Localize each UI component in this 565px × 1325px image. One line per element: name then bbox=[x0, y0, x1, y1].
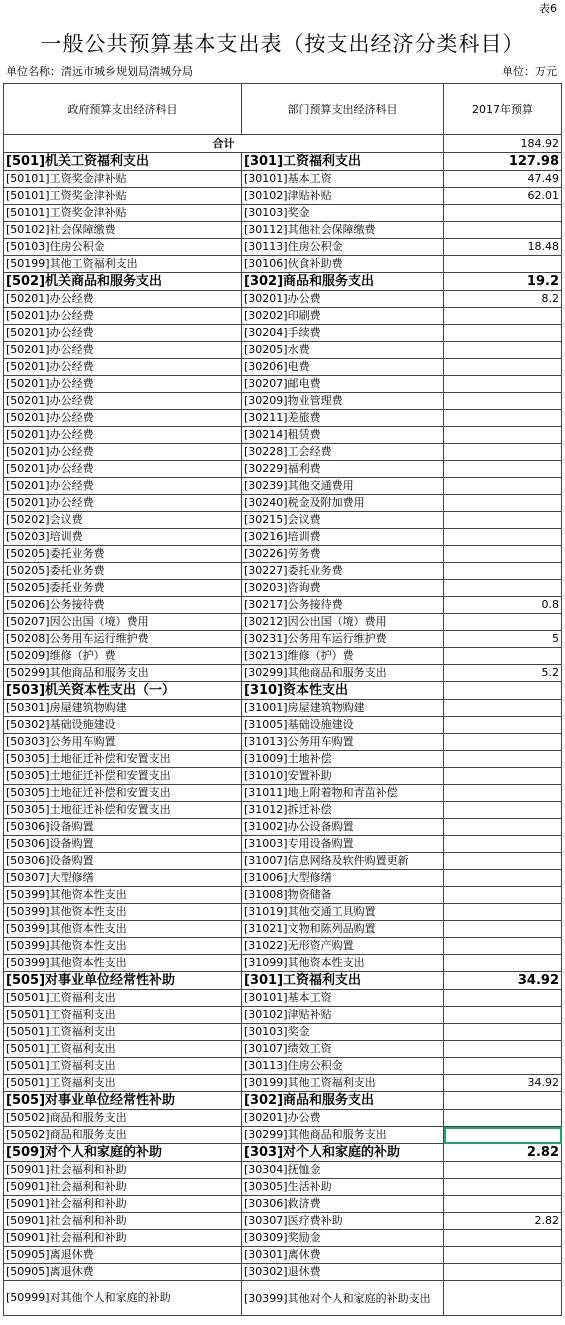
dept-subject-cell[interactable]: [30102]津贴补贴 bbox=[242, 1007, 444, 1024]
budget-cell[interactable] bbox=[444, 802, 562, 819]
budget-cell[interactable] bbox=[444, 325, 562, 342]
table-row bbox=[4, 512, 562, 529]
dept-subject-cell[interactable]: [31022]无形资产购置 bbox=[242, 938, 444, 955]
budget-cell[interactable] bbox=[444, 1230, 562, 1247]
table-row bbox=[4, 836, 562, 853]
budget-cell[interactable] bbox=[444, 887, 562, 904]
dept-subject-cell[interactable]: [30211]差旅费 bbox=[242, 410, 444, 427]
gov-subject-cell[interactable]: [50303]公务用车购置 bbox=[4, 734, 242, 751]
budget-cell[interactable] bbox=[444, 836, 562, 853]
gov-subject-cell[interactable]: [50501]工资福利支出 bbox=[4, 990, 242, 1007]
budget-cell[interactable] bbox=[444, 1127, 562, 1144]
table-row bbox=[4, 188, 562, 205]
budget-cell[interactable]: 8.2 bbox=[444, 291, 562, 308]
gov-subject-cell[interactable]: [50305]土地征迁补偿和安置支出 bbox=[4, 802, 242, 819]
table-row bbox=[4, 1007, 562, 1024]
dept-subject-cell[interactable]: [31006]大型修缮 bbox=[242, 870, 444, 887]
dept-subject-cell[interactable]: [301]工资福利支出 bbox=[242, 153, 444, 171]
dept-subject-cell[interactable]: [30112]其他社会保障缴费 bbox=[242, 222, 444, 239]
dept-subject-cell[interactable]: [303]对个人和家庭的补助 bbox=[242, 1144, 444, 1162]
gov-subject-cell[interactable]: [505]对事业单位经常性补助 bbox=[4, 1092, 242, 1110]
table-row bbox=[4, 1041, 562, 1058]
gov-subject-cell[interactable]: [50101]工资奖金津补贴 bbox=[4, 188, 242, 205]
budget-cell[interactable] bbox=[444, 359, 562, 376]
gov-subject-cell[interactable]: [50901]社会福利和补助 bbox=[4, 1230, 242, 1247]
table-row bbox=[4, 990, 562, 1007]
gov-subject-cell[interactable]: [509]对个人和家庭的补助 bbox=[4, 1144, 242, 1162]
table-row bbox=[4, 495, 562, 512]
dept-subject-cell[interactable]: [31012]拆迁补偿 bbox=[242, 802, 444, 819]
budget-cell[interactable]: 0.8 bbox=[444, 597, 562, 614]
gov-subject-cell[interactable]: [50502]商品和服务支出 bbox=[4, 1127, 242, 1144]
table-row bbox=[4, 921, 562, 938]
budget-cell[interactable] bbox=[444, 546, 562, 563]
group-row bbox=[4, 972, 562, 990]
gov-subject-cell[interactable]: [50399]其他资本性支出 bbox=[4, 887, 242, 904]
budget-cell[interactable] bbox=[444, 1247, 562, 1264]
dept-subject-cell[interactable]: [31011]地上附着物和青苗补偿 bbox=[242, 785, 444, 802]
table-row bbox=[4, 1196, 562, 1213]
table-row bbox=[4, 1058, 562, 1075]
dept-subject-cell[interactable]: [31009]土地补偿 bbox=[242, 751, 444, 768]
gov-subject-cell[interactable]: [50301]房屋建筑物购建 bbox=[4, 700, 242, 717]
budget-cell[interactable] bbox=[444, 1162, 562, 1179]
dept-subject-cell[interactable]: [30299]其他商品和服务支出 bbox=[242, 665, 444, 682]
table-row bbox=[4, 785, 562, 802]
table-row bbox=[4, 410, 562, 427]
gov-subject-cell[interactable]: [50102]社会保障缴费 bbox=[4, 222, 242, 239]
budget-cell[interactable] bbox=[444, 938, 562, 955]
budget-cell[interactable] bbox=[444, 410, 562, 427]
dept-subject-cell[interactable]: [301]工资福利支出 bbox=[242, 972, 444, 990]
dept-subject-cell[interactable]: [30204]手续费 bbox=[242, 325, 444, 342]
unit-name: 单位名称：清远市城乡规划局清城分局 bbox=[6, 65, 193, 78]
dept-subject-cell[interactable]: [31010]安置补助 bbox=[242, 768, 444, 785]
gov-subject-cell[interactable]: [50305]土地征迁补偿和安置支出 bbox=[4, 768, 242, 785]
dept-subject-cell[interactable]: [31008]物资储备 bbox=[242, 887, 444, 904]
table-row bbox=[4, 768, 562, 785]
gov-subject-cell[interactable]: [50901]社会福利和补助 bbox=[4, 1196, 242, 1213]
gov-subject-cell[interactable]: [50305]土地征迁补偿和安置支出 bbox=[4, 751, 242, 768]
total-value[interactable]: 184.92 bbox=[444, 135, 562, 153]
gov-subject-cell[interactable]: [50307]大型修缮 bbox=[4, 870, 242, 887]
table-row bbox=[4, 665, 562, 682]
table-row bbox=[4, 614, 562, 631]
budget-cell[interactable] bbox=[444, 427, 562, 444]
budget-cell[interactable] bbox=[444, 1110, 562, 1127]
dept-subject-cell[interactable]: [30299]其他商品和服务支出 bbox=[242, 1127, 444, 1144]
gov-subject-cell[interactable]: [505]对事业单位经常性补助 bbox=[4, 972, 242, 990]
dept-subject-cell[interactable]: [30113]住房公积金 bbox=[242, 239, 444, 256]
table-row bbox=[4, 239, 562, 256]
gov-subject-cell[interactable]: [50905]离退休费 bbox=[4, 1247, 242, 1264]
gov-subject-cell[interactable]: [50201]办公经费 bbox=[4, 478, 242, 495]
budget-cell[interactable] bbox=[444, 1007, 562, 1024]
dept-subject-cell[interactable]: [30214]租赁费 bbox=[242, 427, 444, 444]
table-row bbox=[4, 734, 562, 751]
dept-subject-cell[interactable]: [30229]福利费 bbox=[242, 461, 444, 478]
header-gov-subject[interactable]: 政府预算支出经济科目 bbox=[4, 84, 242, 135]
dept-subject-cell[interactable]: [30113]住房公积金 bbox=[242, 1058, 444, 1075]
dept-subject-cell[interactable]: [31013]公务用车购置 bbox=[242, 734, 444, 751]
gov-subject-cell[interactable]: [50306]设备购置 bbox=[4, 853, 242, 870]
gov-subject-cell[interactable]: [50101]工资奖金津补贴 bbox=[4, 171, 242, 188]
dept-subject-cell[interactable]: [30103]奖金 bbox=[242, 205, 444, 222]
gov-subject-cell[interactable]: [50501]工资福利支出 bbox=[4, 1041, 242, 1058]
dept-subject-cell[interactable]: [30106]伙食补助费 bbox=[242, 256, 444, 273]
table-row bbox=[4, 819, 562, 836]
gov-subject-cell[interactable]: [50399]其他资本性支出 bbox=[4, 938, 242, 955]
gov-subject-cell[interactable]: [50205]委托业务费 bbox=[4, 580, 242, 597]
budget-cell[interactable] bbox=[444, 495, 562, 512]
budget-cell[interactable] bbox=[444, 478, 562, 495]
table-row bbox=[4, 938, 562, 955]
table-row bbox=[4, 597, 562, 614]
table-row bbox=[4, 325, 562, 342]
table-row bbox=[4, 1024, 562, 1041]
header-dept-subject[interactable]: 部门预算支出经济科目 bbox=[242, 84, 444, 135]
dept-subject-cell[interactable]: [30227]委托业务费 bbox=[242, 563, 444, 580]
dept-subject-cell[interactable]: [31002]办公设备购置 bbox=[242, 819, 444, 836]
budget-cell[interactable] bbox=[444, 751, 562, 768]
gov-subject-cell[interactable]: [50306]设备购置 bbox=[4, 836, 242, 853]
table-row bbox=[4, 1281, 562, 1316]
gov-subject-cell[interactable]: [50207]因公出国（境）费用 bbox=[4, 614, 242, 631]
gov-subject-cell[interactable]: [50901]社会福利和补助 bbox=[4, 1162, 242, 1179]
gov-subject-cell[interactable]: [50306]设备购置 bbox=[4, 819, 242, 836]
table-row bbox=[4, 1230, 562, 1247]
table-row bbox=[4, 308, 562, 325]
gov-subject-cell[interactable]: [50905]离退休费 bbox=[4, 1264, 242, 1281]
dept-subject-cell[interactable]: [30302]退休费 bbox=[242, 1264, 444, 1281]
budget-cell[interactable]: 34.92 bbox=[444, 972, 562, 990]
budget-cell[interactable]: 2.82 bbox=[444, 1213, 562, 1230]
budget-cell[interactable] bbox=[444, 700, 562, 717]
budget-cell[interactable] bbox=[444, 1058, 562, 1075]
budget-cell[interactable] bbox=[444, 904, 562, 921]
table-row bbox=[4, 751, 562, 768]
gov-subject-cell[interactable]: [50299]其他商品和服务支出 bbox=[4, 665, 242, 682]
table-row bbox=[4, 631, 562, 648]
table-row bbox=[4, 1075, 562, 1092]
budget-cell[interactable] bbox=[444, 1281, 562, 1316]
dept-subject-cell[interactable]: [310]资本性支出 bbox=[242, 682, 444, 700]
budget-cell[interactable]: 127.98 bbox=[444, 153, 562, 171]
gov-subject-cell[interactable]: [50501]工资福利支出 bbox=[4, 1024, 242, 1041]
budget-cell[interactable] bbox=[444, 529, 562, 546]
gov-subject-cell[interactable]: [50201]办公经费 bbox=[4, 376, 242, 393]
dept-subject-cell[interactable]: [31001]房屋建筑物购建 bbox=[242, 700, 444, 717]
dept-subject-cell[interactable]: [30103]奖金 bbox=[242, 1024, 444, 1041]
dept-subject-cell[interactable]: [30205]水费 bbox=[242, 342, 444, 359]
dept-subject-cell[interactable]: [30206]电费 bbox=[242, 359, 444, 376]
dept-subject-cell[interactable]: [30213]维修（护）费 bbox=[242, 648, 444, 665]
table-row bbox=[4, 955, 562, 972]
gov-subject-cell[interactable]: [50201]办公经费 bbox=[4, 291, 242, 308]
sheet-tag: 表6 bbox=[539, 2, 557, 15]
gov-subject-cell[interactable]: [50201]办公经费 bbox=[4, 359, 242, 376]
table-row bbox=[4, 461, 562, 478]
gov-subject-cell[interactable]: [50208]公务用车运行维护费 bbox=[4, 631, 242, 648]
budget-cell[interactable] bbox=[444, 444, 562, 461]
dept-subject-cell[interactable]: [30101]基本工资 bbox=[242, 171, 444, 188]
group-row bbox=[4, 1092, 562, 1110]
budget-cell[interactable] bbox=[444, 563, 562, 580]
table-row bbox=[4, 717, 562, 734]
dept-subject-cell[interactable]: [30199]其他工资福利支出 bbox=[242, 1075, 444, 1092]
table-row bbox=[4, 1264, 562, 1281]
gov-subject-cell[interactable]: [50901]社会福利和补助 bbox=[4, 1213, 242, 1230]
dept-subject-cell[interactable]: [30212]因公出国（境）费用 bbox=[242, 614, 444, 631]
table-row bbox=[4, 700, 562, 717]
dept-subject-cell[interactable]: [30240]税金及附加费用 bbox=[242, 495, 444, 512]
dept-subject-cell[interactable]: [30226]劳务费 bbox=[242, 546, 444, 563]
dept-subject-cell[interactable]: [30305]生活补助 bbox=[242, 1179, 444, 1196]
dept-subject-cell[interactable]: [30203]咨询费 bbox=[242, 580, 444, 597]
gov-subject-cell[interactable]: [50305]土地征迁补偿和安置支出 bbox=[4, 785, 242, 802]
dept-subject-cell[interactable]: [30239]其他交通费用 bbox=[242, 478, 444, 495]
gov-subject-cell[interactable]: [50201]办公经费 bbox=[4, 461, 242, 478]
budget-cell[interactable] bbox=[444, 1179, 562, 1196]
budget-cell[interactable] bbox=[444, 393, 562, 410]
dept-subject-cell[interactable]: [30102]津贴补贴 bbox=[242, 188, 444, 205]
budget-cell[interactable]: 18.48 bbox=[444, 239, 562, 256]
gov-subject-cell[interactable]: [503]机关资本性支出（一） bbox=[4, 682, 242, 700]
table-row bbox=[4, 529, 562, 546]
budget-cell[interactable] bbox=[444, 648, 562, 665]
gov-subject-cell[interactable]: [50501]工资福利支出 bbox=[4, 1058, 242, 1075]
gov-subject-cell[interactable]: [50201]办公经费 bbox=[4, 427, 242, 444]
header-row bbox=[4, 84, 562, 135]
gov-subject-cell[interactable]: [50203]培训费 bbox=[4, 529, 242, 546]
gov-subject-cell[interactable]: [50202]会议费 bbox=[4, 512, 242, 529]
budget-cell[interactable]: 47.49 bbox=[444, 171, 562, 188]
budget-cell[interactable] bbox=[444, 205, 562, 222]
table-row bbox=[4, 342, 562, 359]
table-row bbox=[4, 1179, 562, 1196]
table-row bbox=[4, 1247, 562, 1264]
dept-subject-cell[interactable]: [30209]物业管理费 bbox=[242, 393, 444, 410]
dept-subject-cell[interactable]: [31003]专用设备购置 bbox=[242, 836, 444, 853]
dept-subject-cell[interactable]: [302]商品和服务支出 bbox=[242, 273, 444, 291]
table-row bbox=[4, 291, 562, 308]
budget-cell[interactable] bbox=[444, 461, 562, 478]
gov-subject-cell[interactable]: [50302]基础设施建设 bbox=[4, 717, 242, 734]
budget-cell[interactable]: 34.92 bbox=[444, 1075, 562, 1092]
gov-subject-cell[interactable]: [50501]工资福利支出 bbox=[4, 1075, 242, 1092]
gov-subject-cell[interactable]: [50201]办公经费 bbox=[4, 444, 242, 461]
budget-cell[interactable] bbox=[444, 734, 562, 751]
dept-subject-cell[interactable]: [30216]培训费 bbox=[242, 529, 444, 546]
table-row bbox=[4, 648, 562, 665]
dept-subject-cell[interactable]: [30231]公务用车运行维护费 bbox=[242, 631, 444, 648]
table-row bbox=[4, 1162, 562, 1179]
group-row bbox=[4, 273, 562, 291]
gov-subject-cell[interactable]: [50209]维修（护）费 bbox=[4, 648, 242, 665]
dept-subject-cell[interactable]: [31007]信息网络及软件购置更新 bbox=[242, 853, 444, 870]
gov-subject-cell[interactable]: [50201]办公经费 bbox=[4, 325, 242, 342]
dept-subject-cell[interactable]: [30228]工会经费 bbox=[242, 444, 444, 461]
table-row bbox=[4, 1127, 562, 1144]
table-row bbox=[4, 853, 562, 870]
budget-cell[interactable] bbox=[444, 614, 562, 631]
gov-subject-cell[interactable]: [50501]工资福利支出 bbox=[4, 1007, 242, 1024]
table-row bbox=[4, 887, 562, 904]
gov-subject-cell[interactable]: [501]机关工资福利支出 bbox=[4, 153, 242, 171]
table-row bbox=[4, 563, 562, 580]
dept-subject-cell[interactable]: [30307]医疗费补助 bbox=[242, 1213, 444, 1230]
dept-subject-cell[interactable]: [30309]奖励金 bbox=[242, 1230, 444, 1247]
dept-subject-cell[interactable]: [31005]基础设施建设 bbox=[242, 717, 444, 734]
dept-subject-cell[interactable]: [30107]绩效工资 bbox=[242, 1041, 444, 1058]
dept-subject-cell[interactable]: [30306]救济费 bbox=[242, 1196, 444, 1213]
total-label[interactable]: 合计 bbox=[4, 135, 444, 153]
currency-unit: 单位：万元 bbox=[502, 65, 557, 78]
gov-subject-cell[interactable]: [50502]商品和服务支出 bbox=[4, 1110, 242, 1127]
gov-subject-cell[interactable]: [50399]其他资本性支出 bbox=[4, 904, 242, 921]
table-row bbox=[4, 393, 562, 410]
table-row bbox=[4, 359, 562, 376]
gov-subject-cell[interactable]: [50201]办公经费 bbox=[4, 393, 242, 410]
budget-cell[interactable] bbox=[444, 1041, 562, 1058]
budget-cell[interactable] bbox=[444, 342, 562, 359]
dept-subject-cell[interactable]: [30399]其他对个人和家庭的补助支出 bbox=[242, 1281, 444, 1316]
header-budget-2017[interactable]: 2017年预算 bbox=[444, 84, 562, 135]
budget-cell[interactable]: 5.2 bbox=[444, 665, 562, 682]
gov-subject-cell[interactable]: [50399]其他资本性支出 bbox=[4, 921, 242, 938]
table-row bbox=[4, 205, 562, 222]
dept-subject-cell[interactable]: [30304]抚恤金 bbox=[242, 1162, 444, 1179]
budget-cell[interactable]: 19.2 bbox=[444, 273, 562, 291]
gov-subject-cell[interactable]: [50103]住房公积金 bbox=[4, 239, 242, 256]
gov-subject-cell[interactable]: [50201]办公经费 bbox=[4, 495, 242, 512]
dept-subject-cell[interactable]: [30217]公务接待费 bbox=[242, 597, 444, 614]
budget-cell[interactable] bbox=[444, 1196, 562, 1213]
budget-cell[interactable] bbox=[444, 222, 562, 239]
gov-subject-cell[interactable]: [50901]社会福利和补助 bbox=[4, 1179, 242, 1196]
dept-subject-cell[interactable]: [30201]办公费 bbox=[242, 291, 444, 308]
dept-subject-cell[interactable]: [31021]文物和陈列品购置 bbox=[242, 921, 444, 938]
budget-cell[interactable] bbox=[444, 819, 562, 836]
gov-subject-cell[interactable]: [50201]办公经费 bbox=[4, 342, 242, 359]
table-row bbox=[4, 376, 562, 393]
budget-cell[interactable] bbox=[444, 870, 562, 887]
group-row bbox=[4, 682, 562, 700]
budget-cell[interactable] bbox=[444, 1024, 562, 1041]
group-row bbox=[4, 153, 562, 171]
budget-cell[interactable] bbox=[444, 717, 562, 734]
gov-subject-cell[interactable]: [50199]其他工资福利支出 bbox=[4, 256, 242, 273]
dept-subject-cell[interactable]: [30202]印刷费 bbox=[242, 308, 444, 325]
gov-subject-cell[interactable]: [50201]办公经费 bbox=[4, 308, 242, 325]
table-row bbox=[4, 546, 562, 563]
dept-subject-cell[interactable]: [31099]其他资本性支出 bbox=[242, 955, 444, 972]
dept-subject-cell[interactable]: [30101]基本工资 bbox=[242, 990, 444, 1007]
gov-subject-cell[interactable]: [50205]委托业务费 bbox=[4, 563, 242, 580]
budget-cell[interactable] bbox=[444, 921, 562, 938]
budget-cell[interactable] bbox=[444, 853, 562, 870]
table-row bbox=[4, 802, 562, 819]
total-row bbox=[4, 135, 562, 153]
budget-cell[interactable] bbox=[444, 256, 562, 273]
gov-subject-cell[interactable]: [50999]对其他个人和家庭的补助 bbox=[4, 1281, 242, 1316]
budget-cell[interactable] bbox=[444, 682, 562, 700]
table-row bbox=[4, 478, 562, 495]
budget-cell[interactable]: 5 bbox=[444, 631, 562, 648]
gov-subject-cell[interactable]: [50205]委托业务费 bbox=[4, 546, 242, 563]
budget-cell[interactable]: 2.82 bbox=[444, 1144, 562, 1162]
dept-subject-cell[interactable]: [30207]邮电费 bbox=[242, 376, 444, 393]
dept-subject-cell[interactable]: [30201]办公费 bbox=[242, 1110, 444, 1127]
table-row bbox=[4, 1213, 562, 1230]
budget-cell[interactable] bbox=[444, 785, 562, 802]
table-row bbox=[4, 256, 562, 273]
table-row bbox=[4, 904, 562, 921]
group-row bbox=[4, 1144, 562, 1162]
budget-cell[interactable] bbox=[444, 1264, 562, 1281]
dept-subject-cell[interactable]: [30215]会议费 bbox=[242, 512, 444, 529]
gov-subject-cell[interactable]: [50201]办公经费 bbox=[4, 410, 242, 427]
dept-subject-cell[interactable]: [302]商品和服务支出 bbox=[242, 1092, 444, 1110]
budget-cell[interactable] bbox=[444, 580, 562, 597]
table-row bbox=[4, 427, 562, 444]
dept-subject-cell[interactable]: [31019]其他交通工具购置 bbox=[242, 904, 444, 921]
gov-subject-cell[interactable]: [502]机关商品和服务支出 bbox=[4, 273, 242, 291]
budget-cell[interactable]: 62.01 bbox=[444, 188, 562, 205]
gov-subject-cell[interactable]: [50101]工资奖金津补贴 bbox=[4, 205, 242, 222]
table-row bbox=[4, 222, 562, 239]
budget-cell[interactable] bbox=[444, 376, 562, 393]
table-row bbox=[4, 444, 562, 461]
table-row bbox=[4, 1110, 562, 1127]
budget-cell[interactable] bbox=[444, 990, 562, 1007]
table-row bbox=[4, 870, 562, 887]
budget-cell[interactable] bbox=[444, 1092, 562, 1110]
budget-cell[interactable] bbox=[444, 512, 562, 529]
budget-cell[interactable] bbox=[444, 308, 562, 325]
page-title: 一般公共预算基本支出表（按支出经济分类科目） bbox=[40, 32, 525, 56]
gov-subject-cell[interactable]: [50206]公务接待费 bbox=[4, 597, 242, 614]
budget-cell[interactable] bbox=[444, 955, 562, 972]
gov-subject-cell[interactable]: [50399]其他资本性支出 bbox=[4, 955, 242, 972]
budget-table bbox=[3, 83, 562, 1316]
table-row bbox=[4, 580, 562, 597]
budget-cell[interactable] bbox=[444, 768, 562, 785]
dept-subject-cell[interactable]: [30301]离休费 bbox=[242, 1247, 444, 1264]
table-row bbox=[4, 171, 562, 188]
